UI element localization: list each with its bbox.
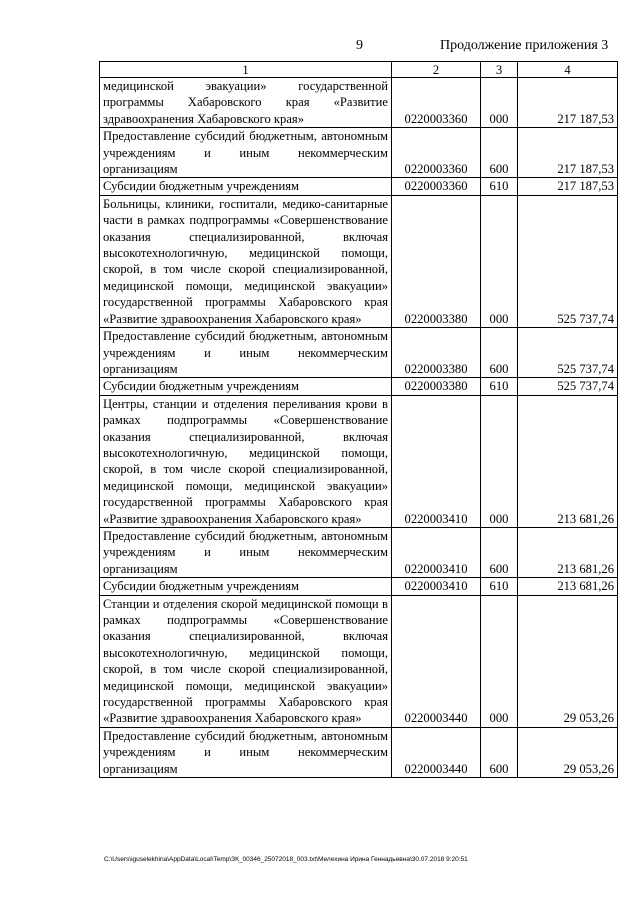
row-amount: 213 681,26	[518, 578, 618, 595]
row-code: 0220003380	[392, 328, 481, 378]
row-name: Субсидии бюджетным учреждениям	[100, 578, 392, 595]
row-code: 0220003360	[392, 178, 481, 195]
row-code: 0220003410	[392, 578, 481, 595]
table-row	[100, 128, 618, 178]
row-type: 000	[481, 395, 518, 527]
budget-table	[99, 61, 618, 778]
row-code: 0220003440	[392, 595, 481, 727]
row-amount: 29 053,26	[518, 727, 618, 777]
row-type: 000	[481, 78, 518, 128]
table-row	[100, 328, 618, 378]
row-type: 600	[481, 328, 518, 378]
table-row	[100, 78, 618, 128]
row-code: 0220003360	[392, 78, 481, 128]
row-amount: 217 187,53	[518, 78, 618, 128]
row-code: 0220003380	[392, 195, 481, 327]
row-code: 0220003360	[392, 128, 481, 178]
table-row	[100, 595, 618, 727]
column-header: 2	[392, 62, 481, 78]
row-name: Предоставление субсидий бюджетным, автономным учреждениям и иным некоммерческим организациям	[100, 527, 392, 577]
row-type: 610	[481, 178, 518, 195]
row-name: Больницы, клиники, госпитали, медико-санитарные части в рамках подпрограммы «Совершенствование оказания специализированной, включая высокотехнологичную, медицинской помощи, скорой, в том числе скорой специализированной, медицинской помощи, медицинской эвакуации» государственной программы Хабаровского края «Развитие здравоохранения Хабаровского края»	[100, 195, 392, 327]
row-type: 600	[481, 727, 518, 777]
row-type: 600	[481, 128, 518, 178]
table-row	[100, 195, 618, 327]
row-amount: 525 737,74	[518, 378, 618, 395]
column-header: 4	[518, 62, 618, 78]
table-row	[100, 378, 618, 395]
row-name: Предоставление субсидий бюджетным, автономным учреждениям и иным некоммерческим организациям	[100, 328, 392, 378]
row-type: 610	[481, 378, 518, 395]
row-code: 0220003410	[392, 527, 481, 577]
row-type: 610	[481, 578, 518, 595]
row-name: медицинской эвакуации» государственной программы Хабаровского края «Развитие здравоохранения Хабаровского края»	[100, 78, 392, 128]
table-row	[100, 578, 618, 595]
row-name: Предоставление субсидий бюджетным, автономным учреждениям и иным некоммерческим организациям	[100, 128, 392, 178]
row-type: 000	[481, 195, 518, 327]
page-number: 9	[356, 38, 363, 53]
row-code: 0220003380	[392, 378, 481, 395]
column-header: 3	[481, 62, 518, 78]
row-name: Предоставление субсидий бюджетным, автономным учреждениям и иным некоммерческим организациям	[100, 727, 392, 777]
file-path-footer: C:\Users\iguselekhina\AppData\Local\Temp\ЗК_00346_25072018_003.txt\Мелехина Ирина Геннадьевна\30.07.2018 9:20:51	[104, 856, 468, 863]
row-amount: 525 737,74	[518, 195, 618, 327]
row-name: Субсидии бюджетным учреждениям	[100, 178, 392, 195]
table-row	[100, 178, 618, 195]
row-code: 0220003440	[392, 727, 481, 777]
continuation-label: Продолжение приложения 3	[440, 38, 609, 53]
row-amount: 217 187,53	[518, 128, 618, 178]
row-amount: 217 187,53	[518, 178, 618, 195]
row-amount: 29 053,26	[518, 595, 618, 727]
row-amount: 213 681,26	[518, 527, 618, 577]
row-amount: 525 737,74	[518, 328, 618, 378]
table-row	[100, 395, 618, 527]
row-type: 600	[481, 527, 518, 577]
row-name: Станции и отделения скорой медицинской помощи в рамках подпрограммы «Совершенствование оказания специализированной, включая высокотехнологичную, медицинской помощи, скорой, в том числе скорой специализированной, медицинской помощи, медицинской эвакуации» государственной программы Хабаровского края «Развитие здравоохранения Хабаровского края»	[100, 595, 392, 727]
row-type: 000	[481, 595, 518, 727]
row-code: 0220003410	[392, 395, 481, 527]
table-header-row	[100, 62, 618, 78]
table-row	[100, 727, 618, 777]
row-amount: 213 681,26	[518, 395, 618, 527]
table-row	[100, 527, 618, 577]
row-name: Центры, станции и отделения переливания крови в рамках подпрограммы «Совершенствование оказания специализированной, включая высокотехнологичную, медицинской помощи, скорой, в том числе скорой специализированной, медицинской помощи, медицинской эвакуации» государственной программы Хабаровского края «Развитие здравоохранения Хабаровского края»	[100, 395, 392, 527]
row-name: Субсидии бюджетным учреждениям	[100, 378, 392, 395]
column-header: 1	[100, 62, 392, 78]
